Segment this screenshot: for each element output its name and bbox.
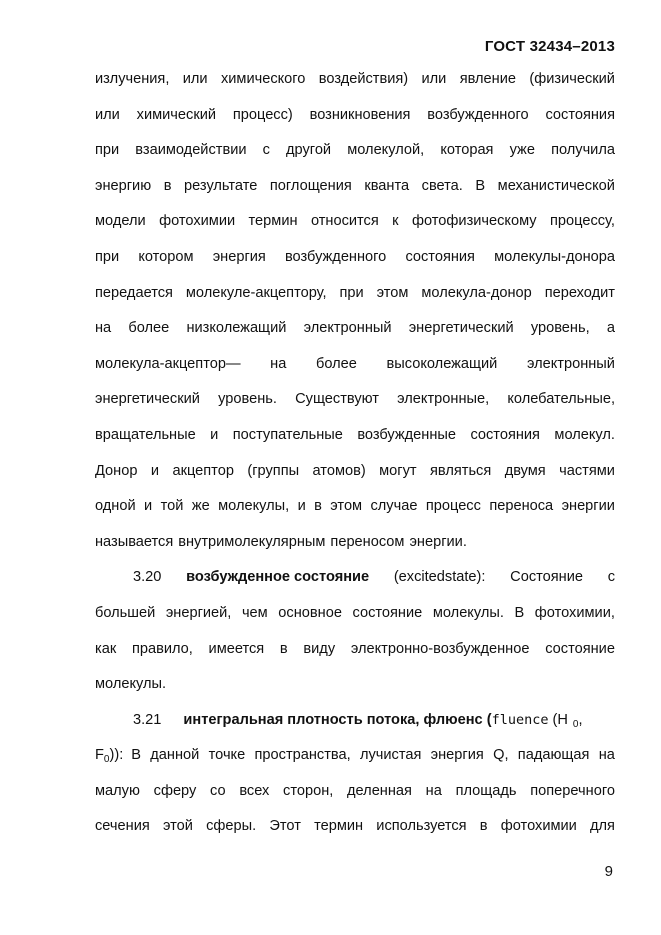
word: электронно-возбужденное — [350, 640, 530, 657]
word: другой — [286, 142, 332, 159]
word: чем — [241, 604, 268, 621]
document-body — [95, 62, 615, 845]
word: более — [128, 320, 170, 337]
word: электронный — [303, 320, 392, 337]
term-3-21-line-2 — [95, 738, 615, 774]
word: этом — [330, 498, 363, 515]
word: молекулы, — [218, 498, 290, 515]
word: химический — [136, 106, 217, 123]
word: всех — [239, 782, 270, 799]
text-line — [95, 347, 615, 383]
symbol-text: )): — [109, 747, 124, 764]
text-line — [95, 454, 615, 490]
term-number: 3.21 — [133, 711, 162, 728]
word: фотохимии — [159, 213, 236, 230]
word: фотофизическому — [411, 213, 537, 230]
text-line — [95, 774, 615, 810]
word: возбужденные — [357, 426, 456, 443]
text-line — [95, 632, 615, 668]
word: одной — [95, 498, 136, 515]
word: падающая — [517, 747, 590, 764]
word: со — [210, 782, 226, 799]
word: частями — [559, 462, 615, 479]
word: вращательные — [95, 426, 196, 443]
word: внутримолекулярным — [178, 533, 326, 550]
term-3-21-first-line-text — [131, 738, 615, 774]
word: получила — [551, 142, 615, 159]
word: относится — [310, 213, 379, 230]
word: и — [144, 498, 153, 515]
paragraph-continuation — [95, 62, 615, 560]
word: лучистая — [359, 747, 422, 764]
word: и — [210, 426, 219, 443]
word: случае — [370, 498, 418, 515]
word: (группы — [247, 462, 300, 479]
word: взаимодействии — [135, 142, 247, 159]
word: котором — [138, 248, 194, 265]
word: молекулы-донора — [494, 248, 615, 265]
word: для — [590, 818, 615, 835]
word: молекул. — [554, 426, 615, 443]
word: энергия — [212, 248, 266, 265]
word: имеется — [208, 640, 265, 657]
word: Существуют — [295, 391, 379, 408]
symbol-text: , — [578, 711, 583, 728]
text-line — [95, 62, 615, 98]
word: данной — [150, 747, 200, 764]
word: молекуле-акцептору, — [185, 284, 327, 301]
word: состояния — [545, 106, 615, 123]
word: модели — [95, 213, 146, 230]
word: света. — [421, 177, 463, 194]
word: молекула-акцептор— — [95, 355, 241, 372]
word: молекулы. — [95, 676, 167, 693]
text-line — [95, 276, 615, 312]
symbol-text: (H — [552, 711, 568, 728]
word: состояния — [405, 248, 475, 265]
word: процесс) — [232, 106, 293, 123]
word: переносом — [330, 533, 405, 550]
word: механистической — [497, 177, 615, 194]
text-line — [95, 667, 615, 703]
word: при — [339, 284, 364, 301]
word: как — [95, 640, 117, 657]
word: на — [598, 747, 615, 764]
word: с — [262, 142, 270, 159]
word: более — [315, 355, 357, 372]
word: которая — [440, 142, 494, 159]
word: двумя — [504, 462, 546, 479]
word: возникновения — [309, 106, 411, 123]
word: на — [425, 782, 442, 799]
word: или — [182, 71, 208, 87]
word: этом — [376, 284, 409, 301]
word: излучения, — [95, 71, 170, 87]
word: передается — [95, 284, 173, 301]
word: площадь — [455, 782, 517, 799]
word: высоколежащий — [386, 355, 498, 372]
word: процесс — [425, 498, 481, 515]
word: акцептор — [172, 462, 234, 479]
word: или — [421, 71, 447, 87]
word: В — [131, 747, 141, 764]
word: В — [514, 604, 525, 621]
word: пространства, — [254, 747, 351, 764]
term-3-20-definition — [95, 596, 615, 703]
word: в — [314, 498, 322, 515]
word: возбужденного — [427, 106, 529, 123]
word: деленная — [347, 782, 412, 799]
word: с — [607, 569, 615, 586]
word: или — [95, 106, 120, 123]
word: на — [270, 355, 287, 372]
word: колебательные, — [507, 391, 615, 408]
word: поглощения — [269, 177, 352, 194]
word: энергетический — [95, 391, 200, 408]
word: Этот — [269, 818, 301, 835]
word: сферу — [153, 782, 197, 799]
word: и — [150, 462, 160, 479]
word: В — [475, 177, 486, 194]
word: атомов) — [312, 462, 366, 479]
word: уровень, — [530, 320, 590, 337]
word: Донор — [95, 462, 138, 479]
word: возбужденного — [284, 248, 387, 265]
word: энергетический — [408, 320, 514, 337]
term-3-21-line-1 — [95, 703, 615, 739]
word: молекула-донор — [421, 284, 532, 301]
term-title: возбужденное состояние — [186, 569, 370, 586]
term-english: (excitedstate): — [393, 569, 486, 586]
word: химического — [220, 71, 306, 87]
word: к — [392, 213, 399, 230]
word: в — [479, 818, 488, 835]
subscript: 0 — [572, 718, 579, 730]
word: термин — [314, 818, 364, 835]
word: в — [279, 640, 288, 657]
text-line — [95, 418, 615, 454]
word: же — [191, 498, 210, 515]
word: и — [297, 498, 306, 515]
word: кванта — [364, 177, 410, 194]
word: низколежащий — [186, 320, 287, 337]
word: той — [160, 498, 184, 515]
word: воздействия) — [318, 71, 409, 87]
word: при — [95, 248, 120, 265]
word: (физический — [529, 71, 615, 87]
document-header: ГОСТ 32434–2013 — [484, 38, 615, 55]
term-english: fluence — [491, 711, 549, 728]
word: виду — [303, 640, 336, 657]
word: уже — [509, 142, 535, 159]
word: энергию — [95, 177, 152, 194]
word: состояние — [545, 640, 615, 657]
text-line — [95, 169, 615, 205]
text-line — [95, 204, 615, 240]
text-line — [95, 382, 615, 418]
word: фотохимии, — [534, 604, 615, 621]
term-3-21-definition — [95, 774, 615, 845]
word: энергии. — [409, 533, 467, 550]
word: являться — [430, 462, 492, 479]
word: Q, — [493, 747, 509, 764]
text-line — [95, 809, 615, 845]
word: поступательные — [232, 426, 343, 443]
text-line — [95, 133, 615, 169]
word: при — [95, 142, 120, 159]
text-line — [95, 98, 615, 134]
text-line — [95, 489, 615, 525]
term-number: 3.20 — [133, 569, 162, 586]
word: уровень. — [218, 391, 277, 408]
word: термин — [248, 213, 298, 230]
word: энергии — [561, 498, 615, 515]
word: сечения — [95, 818, 150, 835]
term-title: интегральная плотность потока, флюенс ( — [183, 711, 492, 728]
word: энергией, — [165, 604, 232, 621]
word: поперечного — [530, 782, 615, 799]
word: сторон, — [283, 782, 334, 799]
word: переноса — [489, 498, 554, 515]
term-3-20-line-1 — [95, 560, 615, 596]
text-line — [95, 596, 615, 632]
word: основное — [278, 604, 342, 621]
word: явление — [459, 71, 516, 87]
text-line — [95, 240, 615, 276]
word: точке — [208, 747, 246, 764]
word: правило, — [131, 640, 193, 657]
word: электронный — [526, 355, 615, 372]
word: в — [163, 177, 172, 194]
word: энергия — [430, 747, 484, 764]
term-symbol — [553, 703, 588, 739]
subscript: 0 — [103, 754, 110, 766]
word: этой — [162, 818, 193, 835]
word: Состояние — [510, 569, 583, 586]
word: могут — [379, 462, 417, 479]
word: электронные, — [397, 391, 490, 408]
word: называется — [95, 533, 174, 550]
word: малую — [95, 782, 140, 799]
word: на — [95, 320, 112, 337]
text-line — [95, 525, 615, 561]
word: результате — [184, 177, 258, 194]
word: молекулой, — [347, 142, 425, 159]
word: используется — [376, 818, 467, 835]
symbol-text: F — [95, 747, 104, 764]
word: сферы. — [206, 818, 257, 835]
word: большей — [95, 604, 156, 621]
word: фотохимии — [500, 818, 577, 835]
word: состояния — [470, 426, 540, 443]
word: переходит — [544, 284, 615, 301]
page-number: 9 — [604, 863, 613, 880]
word: молекулы. — [432, 604, 504, 621]
text-line — [95, 311, 615, 347]
word: а — [606, 320, 615, 337]
term-symbol — [95, 738, 123, 774]
word: процессу, — [550, 213, 615, 230]
word: состояние — [352, 604, 423, 621]
